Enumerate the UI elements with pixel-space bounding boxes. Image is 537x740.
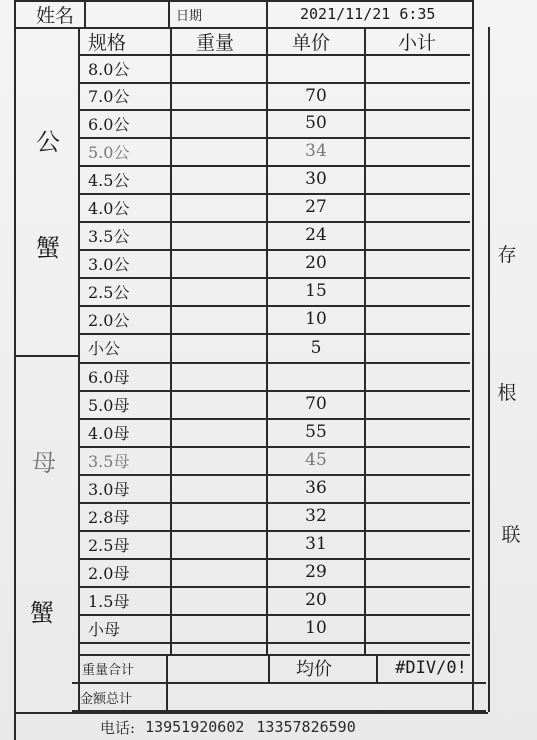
row-spec: 小母 (88, 619, 121, 639)
row-price: 55 (305, 422, 327, 442)
row-price: 50 (305, 113, 327, 133)
row-price: 45 (305, 450, 327, 470)
grid-line (72, 682, 486, 684)
female-crab-label-char-1: 母 (32, 448, 56, 477)
column-header-weight: 重量 (196, 31, 235, 54)
row-spec: 2.8母 (88, 507, 130, 527)
row-spec: 3.0公 (88, 254, 130, 274)
row-spec: 3.0母 (88, 479, 130, 499)
grid-line (488, 27, 490, 712)
row-price (268, 362, 364, 390)
row-price: 15 (305, 281, 327, 301)
row-price: 29 (305, 562, 327, 582)
grid-line (78, 642, 470, 644)
row-spec: 4.0母 (88, 423, 130, 443)
phone-number-2: 13357826590 (256, 718, 356, 736)
row-price: 30 (305, 169, 327, 189)
stub-label-char-2: 根 (497, 381, 517, 404)
row-spec: 7.0公 (88, 87, 130, 106)
row-spec: 2.5公 (88, 282, 130, 302)
row-spec: 3.5母 (88, 451, 130, 471)
row-price: 24 (305, 225, 327, 245)
avg-price-value: #DIV/0! (395, 658, 467, 678)
grid-line (268, 654, 270, 682)
row-price: 70 (305, 85, 327, 106)
date-label: 日期 (176, 8, 203, 24)
row-spec: 6.0母 (88, 367, 130, 387)
row-spec: 2.0母 (88, 563, 130, 583)
phone-label: 电话: (100, 718, 136, 737)
row-spec: 4.0公 (88, 198, 130, 218)
weight-total-label: 重量合计 (82, 662, 135, 678)
stub-label-char-1: 存 (497, 243, 517, 266)
row-spec: 2.0公 (88, 310, 130, 330)
row-price: 20 (305, 590, 327, 610)
row-price: 34 (305, 141, 327, 161)
name-label: 姓名 (36, 4, 75, 27)
date-value: 2021/11/21 6:35 (300, 5, 436, 23)
column-header-subtotal: 小计 (398, 31, 437, 54)
avg-price-label: 均价 (296, 659, 332, 680)
grid-line (168, 0, 170, 27)
row-spec: 2.5母 (88, 535, 130, 555)
grid-line (78, 27, 80, 712)
female-crab-label-char-2: 蟹 (30, 598, 54, 627)
row-price: 10 (305, 309, 327, 329)
grid-line (472, 0, 474, 712)
grid-line (84, 0, 86, 27)
amount-total-label: 金额总计 (80, 691, 133, 707)
row-price: 10 (305, 618, 327, 638)
row-price: 5 (310, 337, 322, 358)
row-spec: 3.5公 (88, 226, 130, 246)
grid-line (166, 654, 168, 712)
male-crab-label-char-1: 公 (36, 127, 60, 156)
grid-line (170, 27, 172, 654)
row-spec: 1.5母 (88, 591, 130, 611)
column-header-spec: 规格 (88, 31, 127, 54)
footer-phone (100, 714, 356, 740)
row-price: 31 (305, 534, 327, 554)
grid-line (266, 0, 268, 27)
grid-line (14, 355, 78, 357)
row-price: 70 (305, 394, 327, 414)
row-spec: 6.0公 (88, 114, 130, 134)
column-header-price: 单价 (292, 31, 331, 54)
grid-line (14, 0, 16, 740)
row-spec: 5.0公 (88, 142, 130, 162)
row-price: 32 (305, 506, 327, 526)
male-crab-label-char-2: 蟹 (36, 233, 60, 262)
row-spec: 4.5公 (88, 170, 130, 190)
row-price: 27 (305, 197, 327, 217)
stub-label-char-3: 联 (501, 523, 521, 546)
row-spec: 小公 (88, 339, 121, 358)
row-spec: 5.0母 (88, 395, 130, 415)
row-price (268, 54, 364, 82)
row-spec: 8.0公 (88, 59, 130, 79)
row-price: 36 (305, 478, 327, 498)
phone-number-1: 13951920602 (145, 718, 245, 736)
grid-line (364, 27, 366, 654)
row-price: 20 (305, 253, 327, 273)
